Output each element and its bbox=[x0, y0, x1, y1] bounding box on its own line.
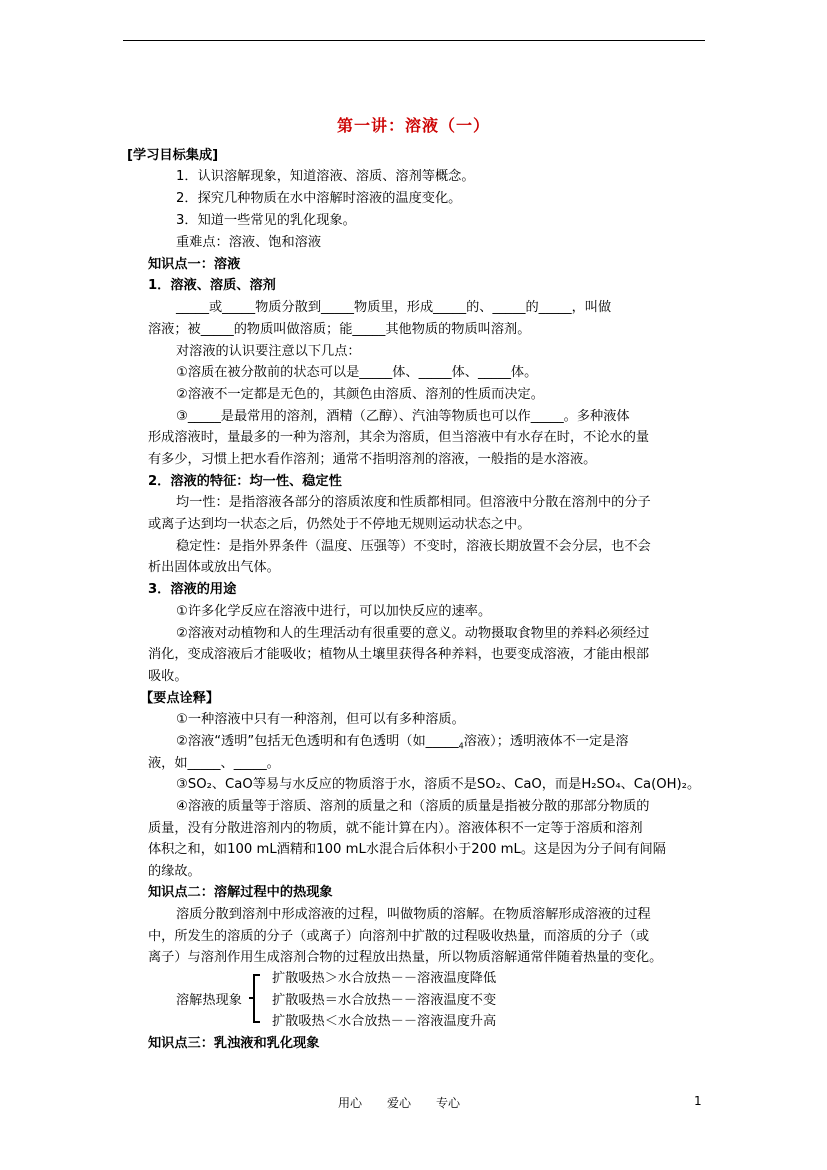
note-2-subscript: 4 bbox=[458, 741, 464, 751]
paragraph-line: 溶质分散到溶剂中形成溶液的过程，叫做物质的溶解。在物质溶解形成溶液的过程 bbox=[176, 907, 651, 922]
heat-row: 扩散吸热＜水合放热－－溶液温度升高 bbox=[272, 1014, 497, 1029]
section-goals-heading: [学习目标集成] bbox=[127, 148, 219, 163]
heat-row: 扩散吸热＝水合放热－－溶液温度不变 bbox=[272, 993, 497, 1008]
note-2-part-a: ②溶液“透明”包括无色透明和有色透明（如_____ bbox=[176, 734, 459, 749]
keypoints-title: 【要点诠释】 bbox=[140, 691, 220, 706]
paragraph-line: 对溶液的认识要注意以下几点： bbox=[176, 344, 361, 359]
footer-motto-3: 专心 bbox=[436, 1096, 461, 1110]
brace-tick bbox=[253, 974, 260, 976]
kp1-heading-2: 2．溶液的特征：均一性、稳定性 bbox=[148, 474, 342, 489]
paragraph-line: 中，所发生的溶质的分子（或离子）向溶剂中扩散的过程吸收热量，而溶质的分子（或 bbox=[148, 929, 650, 944]
heat-phenomenon-label: 溶解热现象 bbox=[176, 993, 242, 1008]
page-title: 第一讲：溶液（一） bbox=[336, 116, 490, 135]
paragraph-line: 消化，变成溶液后才能吸收；植物从土壤里获得各种养料，也要变成溶液，才能由根部 bbox=[148, 647, 650, 662]
note-4-continued: 的缘故。 bbox=[148, 864, 201, 879]
heat-row: 扩散吸热＞水合放热－－溶液温度降低 bbox=[272, 971, 497, 986]
page-number: 1 bbox=[694, 1094, 702, 1108]
paragraph-line: ②溶液不一定都是无色的，其颜色由溶质、溶剂的性质而决定。 bbox=[176, 387, 544, 402]
note-4: ④溶液的质量等于溶质、溶剂的质量之和（溶质的质量是指被分散的那部分物质的 bbox=[176, 799, 650, 814]
paragraph-line: 有多少，习惯上把水看作溶剂；通常不指明溶剂的溶液，一般指的是水溶液。 bbox=[148, 452, 597, 467]
paragraph-line: 或离子达到均一状态之后，仍然处于不停地无规则运动状态之中。 bbox=[148, 517, 531, 532]
note-2 bbox=[176, 733, 629, 756]
paragraph-line: 析出固体或放出气体。 bbox=[148, 560, 280, 575]
goal-item: 3．知道一些常见的乳化现象。 bbox=[176, 213, 356, 228]
paragraph-line: 稳定性：是指外界条件（温度、压强等）不变时，溶液长期放置不会分层，也不会 bbox=[176, 539, 651, 554]
difficulty-note: 重难点：溶液、饱和溶液 bbox=[176, 235, 322, 250]
brace-tick bbox=[249, 997, 255, 999]
paragraph-line: ③_____是最常用的溶剂，酒精（乙醇）、汽油等物质也可以作_____。多种液体 bbox=[176, 409, 630, 424]
kp1-title: 知识点一：溶液 bbox=[148, 257, 241, 272]
kp2-title: 知识点二：溶解过程中的热现象 bbox=[148, 885, 333, 900]
paragraph-line: 均一性：是指溶液各部分的溶质浓度和性质都相同。但溶液中分散在溶剂中的分子 bbox=[176, 495, 651, 510]
paragraph-line: ①许多化学反应在溶液中进行，可以加快反应的速率。 bbox=[176, 604, 492, 619]
note-1: ①一种溶液中只有一种溶剂，但可以有多种溶质。 bbox=[176, 712, 465, 727]
note-3: ③SO₂、CaO等易与水反应的物质溶于水，溶质不是SO₂、CaO，而是H₂SO₄、Ca(OH)₂。 bbox=[176, 777, 701, 792]
kp1-heading-1: 1．溶液、溶质、溶剂 bbox=[148, 278, 276, 293]
footer-motto-2: 爱心 bbox=[387, 1096, 412, 1110]
header-rule bbox=[123, 40, 705, 41]
kp1-heading-3: 3．溶液的用途 bbox=[148, 582, 237, 597]
paragraph-line: _____或_____物质分散到_____物质里，形成_____的、_____的_____，叫做 bbox=[176, 300, 612, 315]
note-4-continued: 体积之和，如100 mL酒精和100 mL水混合后体积小于200 mL。这是因为分子间有间隔 bbox=[148, 842, 666, 857]
kp3-title: 知识点三：乳浊液和乳化现象 bbox=[148, 1036, 320, 1051]
brace-tick bbox=[253, 1021, 260, 1023]
paragraph-line: 吸收。 bbox=[148, 669, 188, 684]
paragraph-line: 形成溶液时，量最多的一种为溶剂，其余为溶质，但当溶液中有水存在时，不论水的量 bbox=[148, 430, 650, 445]
paragraph-line: 溶液；被_____的物质叫做溶质；能_____其他物质的物质叫溶剂。 bbox=[148, 322, 531, 337]
goal-item: 1．认识溶解现象，知道溶液、溶质、溶剂等概念。 bbox=[176, 169, 475, 184]
note-2-part-b: 溶液）；透明液体不一定是溶 bbox=[463, 734, 629, 749]
footer-motto-1: 用心 bbox=[338, 1096, 363, 1110]
note-2-continued: 液，如_____、_____。 bbox=[148, 756, 280, 771]
paragraph-line: 离子）与溶剂作用生成溶剂合物的过程放出热量，所以物质溶解通常伴随着热量的变化。 bbox=[148, 950, 663, 965]
paragraph-line: ①溶质在被分散前的状态可以是_____体、_____体、_____体。 bbox=[176, 365, 538, 380]
note-4-continued: 质量，没有分散进溶剂内的物质，就不能计算在内）。溶液体积不一定等于溶质和溶剂 bbox=[148, 821, 643, 836]
goal-item: 2．探究几种物质在水中溶解时溶液的温度变化。 bbox=[176, 191, 462, 206]
paragraph-line: ②溶液对动植物和人的生理活动有很重要的意义。动物摄取食物里的养料必须经过 bbox=[176, 626, 650, 641]
